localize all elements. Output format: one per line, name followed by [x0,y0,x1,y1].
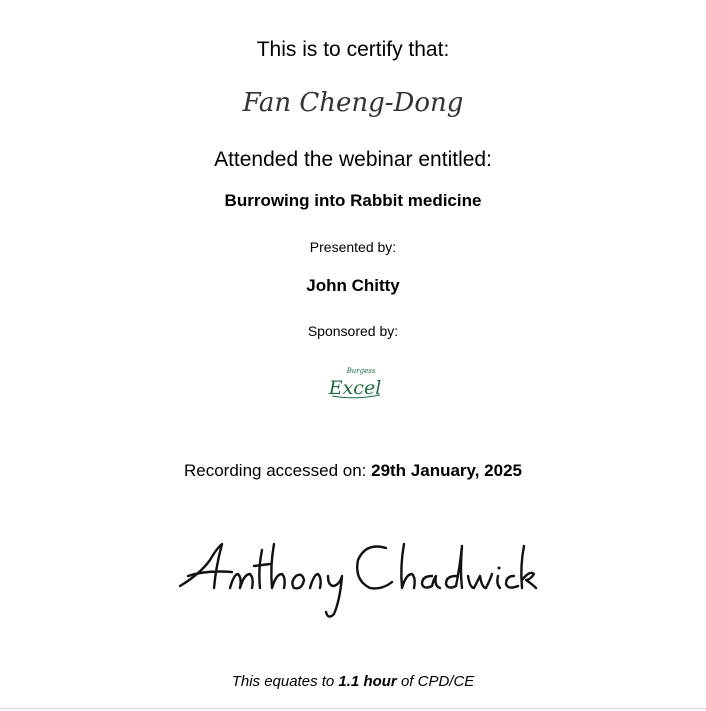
cpd-prefix: This equates to [231,673,339,690]
webinar-title: Burrowing into Rabbit medicine [224,191,482,210]
presenter-name: John Chitty [306,276,400,295]
svg-text:Excel: Excel [328,377,382,399]
bottom-divider [0,708,706,709]
cpd-suffix: of CPD/CE [396,673,475,690]
sponsored-by-label: Sponsored by: [307,323,399,339]
recording-accessed [0,461,706,481]
attended-heading: Attended the webinar entitled: [214,148,492,171]
cpd-statement [0,673,706,690]
recipient-name: Fan Cheng-Dong [242,88,464,118]
certify-heading: This is to certify that: [256,38,450,61]
signature [170,530,540,630]
presented-by-label: Presented by: [309,239,397,255]
cpd-amount: 1.1 hour [338,673,397,690]
accessed-date: 29th January, 2025 [371,461,522,480]
sponsor-logo [324,365,386,401]
accessed-label: Recording accessed on: [184,461,372,480]
svg-text:Burgess: Burgess [346,367,376,375]
